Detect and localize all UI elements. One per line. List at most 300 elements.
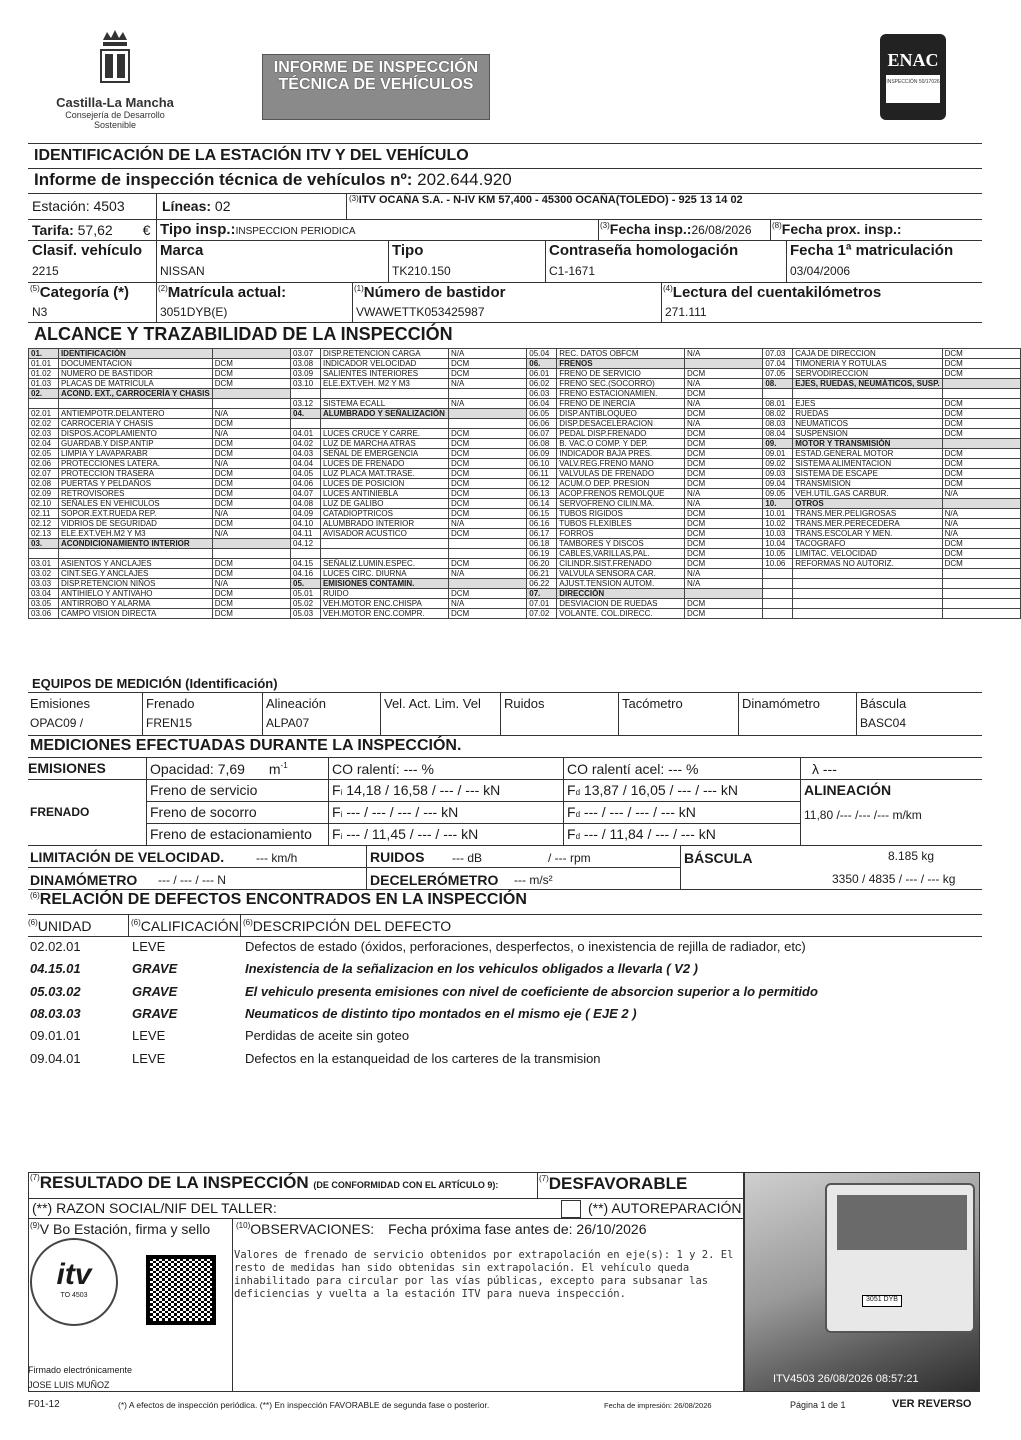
scope-cell-res: DCM [448, 439, 526, 449]
scope-cell-res: DCM [448, 489, 526, 499]
defect-unit: 05.03.02 [30, 983, 81, 999]
scope-cell-res: N/A [685, 399, 763, 409]
scope-row [29, 369, 1021, 379]
scope-cell-res: N/A [685, 379, 763, 389]
scope-cell-desc: TRANS.MER.PELIGROSAS [793, 509, 942, 519]
report-number-row [34, 170, 512, 190]
scope-cell-res: N/A [212, 409, 290, 419]
categoria-value: N3 [32, 305, 48, 319]
scope-cell-code: 03.06 [29, 609, 59, 619]
report-label: Informe de inspección técnica de vehículos nº: [34, 170, 413, 189]
scope-cell-res [448, 539, 526, 549]
scope-cell-desc: FRENOS [557, 359, 685, 369]
form-code: F01-12 [28, 1399, 60, 1410]
scope-cell-code: 01. [29, 349, 59, 359]
scope-cell-res: DCM [212, 359, 290, 369]
scope-cell-code: 04.03 [291, 449, 321, 459]
scope-cell-res: DCM [685, 479, 763, 489]
scope-row [29, 529, 1021, 539]
scope-cell-res: DCM [212, 599, 290, 609]
scope-cell-res [212, 389, 290, 399]
stamp-number: TO 4503 [60, 1292, 88, 1299]
scope-cell-desc: EJES, RUEDAS, NEUMÁTICOS, SUSP. [793, 379, 942, 389]
scope-cell-code: 06.06 [527, 419, 557, 429]
equipment-value: OPAC09 / [30, 716, 84, 730]
scope-cell-code: 01.02 [29, 369, 59, 379]
scope-cell-code: 07.03 [763, 349, 793, 359]
scope-cell-res: DCM [448, 479, 526, 489]
scope-cell-code: 03.10 [291, 379, 321, 389]
bascula-total: 8.185 kg [888, 849, 935, 863]
scope-cell-desc: AJUST.TENSION AUTOM. [557, 579, 685, 589]
tipo-insp-field: Tipo insp.:INSPECCION PERIODICA [160, 221, 356, 238]
vbo-label: $^{(9)}$V Bo Estación, firma y sello [30, 1221, 211, 1237]
scope-title: ALCANCE Y TRAZABILIDAD DE LA INSPECCIÓN [34, 324, 453, 344]
scope-cell-desc [320, 549, 448, 559]
result-value: $^{(7)}$DESFAVORABLE [539, 1174, 688, 1193]
scope-cell-res: DCM [212, 519, 290, 529]
scope-row [29, 549, 1021, 559]
scope-cell-desc: LUCES CRUCE Y CARRE. [320, 429, 448, 439]
scope-cell-code: 10. [763, 499, 793, 509]
scope-cell-desc: SALIENTES INTERIORES [320, 369, 448, 379]
scope-cell-res [942, 389, 1020, 399]
scope-cell-desc: VEH.UTIL.GAS CARBUR. [793, 489, 942, 499]
defect-grade: LEVE [132, 1050, 166, 1066]
scope-cell-res: DCM [685, 469, 763, 479]
scope-cell-code: 02.10 [29, 499, 59, 509]
fd-estac: Fd --- / 11,84 / --- / --- kN [567, 826, 716, 842]
scope-cell-desc: ALUMBRADO INTERIOR [320, 519, 448, 529]
scope-cell-code: 04.06 [291, 479, 321, 489]
bastidor-label: $^{(1)}$Número de bastidor [354, 284, 506, 301]
scope-cell-res: DCM [685, 609, 763, 619]
scope-cell-desc: LUCES DE FRENADO [320, 459, 448, 469]
emisiones-label: EMISIONES [28, 760, 106, 776]
scope-cell-code: 10.05 [763, 549, 793, 559]
scope-row [29, 419, 1021, 429]
fi-estac: Fi --- / 11,45 / --- / --- kN [332, 826, 479, 842]
scope-cell-code: 01.01 [29, 359, 59, 369]
scope-cell-code: 02.05 [29, 449, 59, 459]
scope-cell-desc [793, 579, 942, 589]
defect-desc: Perdidas de aceite sin goteo [245, 1028, 410, 1044]
scope-cell-code: 04.04 [291, 459, 321, 469]
scope-cell-res: N/A [212, 579, 290, 589]
scope-cell-desc: GUARDAB.Y DISP.ANTIP [58, 439, 212, 449]
razon-social-label: (**) RAZON SOCIAL/NIF DEL TALLER: [32, 1200, 277, 1216]
scope-cell-res: DCM [685, 509, 763, 519]
scope-cell-code: 06.13 [527, 489, 557, 499]
frenado-label: FRENADO [30, 805, 90, 819]
scope-cell-code [29, 549, 59, 559]
scope-cell-desc: SISTEMA ECALL [320, 399, 448, 409]
scope-cell-code: 09.03 [763, 469, 793, 479]
firmado-label: Firmado electrónicamente [28, 1365, 133, 1375]
scope-cell-code [291, 419, 321, 429]
scope-cell-desc: AVISADOR ACUSTICO [320, 529, 448, 539]
scope-cell-desc: SERVOFRENO CILIN.MA. [557, 499, 685, 509]
scope-cell-code: 04.07 [291, 489, 321, 499]
scope-cell-code: 07.05 [763, 369, 793, 379]
km-label: $^{(4)}$Lectura del cuentakilómetros [663, 284, 882, 301]
scope-cell-code: 03.04 [29, 589, 59, 599]
scope-cell-desc: VALV.REG.FRENO MANO [557, 459, 685, 469]
scope-cell-res: DCM [448, 529, 526, 539]
scope-cell-res: N/A [212, 429, 290, 439]
limitacion-label: LIMITACIÓN DE VELOCIDAD. [30, 849, 225, 865]
enac-logo [880, 34, 946, 120]
scope-cell-code: 04.09 [291, 509, 321, 519]
scope-cell-res: DCM [685, 369, 763, 379]
scope-cell-code: 08.02 [763, 409, 793, 419]
scope-cell-code [763, 609, 793, 619]
scope-cell-desc [58, 399, 212, 409]
station-stamp [30, 1238, 118, 1326]
scope-cell-code: 06.01 [527, 369, 557, 379]
observaciones-text: Valores de frenado de servicio obtenidos por extrapolación en eje(s): 1 y 2. El resto de medidas han sido obtenidas sin extrapolación. El vehículo queda inhabilitado para circular por las vías públicas, excepto para subsanar las deficiencias y vuelta a la estación ITV para nueva inspección. [234, 1249, 734, 1300]
scope-cell-desc: VEH.MOTOR ENC.CHISPA [320, 599, 448, 609]
col-descripcion: $^{(6)}$DESCRIPCIÓN DEL DEFECTO [243, 918, 452, 934]
scope-cell-code [291, 549, 321, 559]
scope-cell-res: DCM [685, 389, 763, 399]
scope-cell-code: 02.03 [29, 429, 59, 439]
scope-row [29, 559, 1021, 569]
clasif-value: 2215 [32, 264, 59, 278]
scope-cell-desc: PLACAS DE MATRICULA [58, 379, 212, 389]
scope-cell-code: 10.03 [763, 529, 793, 539]
scope-cell-code: 04.05 [291, 469, 321, 479]
scope-cell-res: N/A [448, 399, 526, 409]
scope-cell-desc: VALVULA SENSORA CAR. [557, 569, 685, 579]
scope-cell-code: 08.01 [763, 399, 793, 409]
scope-cell-res: DCM [212, 569, 290, 579]
scope-cell-res: DCM [942, 349, 1020, 359]
lambda-value: λ --- [812, 761, 837, 777]
scope-cell-desc: TACOGRAFO [793, 539, 942, 549]
defect-desc: El vehiculo presenta emisiones con nivel de coeficiente de absorcion superior a lo permitido [245, 983, 818, 999]
scope-cell-code: 10.06 [763, 559, 793, 569]
scope-cell-desc: SISTEMA ALIMENTACION [793, 459, 942, 469]
fecha-matric-label: Fecha 1ª matriculación [790, 242, 954, 259]
scope-cell-desc: EJES [793, 399, 942, 409]
scope-cell-code: 06.11 [527, 469, 557, 479]
scope-cell-desc: ACOP.FRENOS REMOLQUE [557, 489, 685, 499]
matricula-value: 3051DYB(E) [160, 305, 228, 319]
equipment-label: Tacómetro [622, 696, 683, 711]
defect-grade: LEVE [132, 1028, 166, 1044]
scope-cell-code: 03.05 [29, 599, 59, 609]
scope-cell-code: 09.04 [763, 479, 793, 489]
scope-cell-res: DCM [685, 409, 763, 419]
scope-cell-res: DCM [942, 409, 1020, 419]
scope-cell-code: 06.15 [527, 509, 557, 519]
scope-row [29, 589, 1021, 599]
scope-cell-desc: LUCES CIRC. DIURNA [320, 569, 448, 579]
defect-unit: 09.01.01 [30, 1028, 81, 1044]
scope-row [29, 519, 1021, 529]
scope-cell-code: 09. [763, 439, 793, 449]
defect-grade: GRAVE [132, 1005, 178, 1021]
equipment-label: Emisiones [30, 696, 90, 711]
scope-row [29, 469, 1021, 479]
scope-cell-res: DCM [685, 449, 763, 459]
fecha-insp-field: $^{(3)}$Fecha insp.:26/08/2026 [600, 221, 752, 237]
scope-cell-desc: LIMPIA Y LAVAPARABR [58, 449, 212, 459]
scope-cell-res: N/A [685, 569, 763, 579]
scope-cell-code: 04. [291, 409, 321, 419]
scope-cell-desc: DISPOS.ACOPLAMIENTO [58, 429, 212, 439]
scope-cell-res: DCM [685, 439, 763, 449]
km-value: 271.111 [665, 305, 707, 319]
scope-cell-desc: CARROCERIA Y CHASIS [58, 419, 212, 429]
scope-cell-code: 03.12 [291, 399, 321, 409]
scope-cell-code: 02.01 [29, 409, 59, 419]
scope-cell-desc [793, 589, 942, 599]
scope-cell-code: 02.08 [29, 479, 59, 489]
scope-cell-desc: ACUM.O DEP. PRESION [557, 479, 685, 489]
scope-cell-res: DCM [685, 459, 763, 469]
scope-cell-res [942, 499, 1020, 509]
scope-cell-res: N/A [212, 509, 290, 519]
scope-row [29, 499, 1021, 509]
bastidor-value: VWAWETTK053425987 [356, 305, 485, 319]
alineacion-value: 11,80 /--- /--- /--- m/km [804, 808, 922, 822]
scope-cell-res: DCM [685, 519, 763, 529]
scope-row [29, 459, 1021, 469]
contrasena-value: C1-1671 [549, 264, 596, 278]
scope-cell-desc: ELE.EXT.VEH. M2 Y M3 [320, 379, 448, 389]
scope-row [29, 399, 1021, 409]
scope-cell-res: DCM [448, 509, 526, 519]
banner-line-2: TÉCNICA DE VEHÍCULOS [278, 76, 474, 93]
scope-cell-desc: SOPOR.EXT.RUEDA REP. [58, 509, 212, 519]
scope-cell-desc: VEH.MOTOR ENC.COMPR. [320, 609, 448, 619]
scope-cell-code: 03.09 [291, 369, 321, 379]
scope-cell-res: N/A [685, 579, 763, 589]
scope-cell-code [763, 569, 793, 579]
scope-cell-res [212, 399, 290, 409]
scope-cell-code: 02.11 [29, 509, 59, 519]
scope-cell-desc: ACOND. EXT., CARROCERÍA Y CHASIS [58, 389, 212, 399]
footer-note: (*) A efectos de inspección periódica. (**) En inspección FAVORABLE de segunda fase o posterior. [118, 1400, 490, 1410]
region-logo [50, 30, 180, 130]
tipo-value: TK210.150 [392, 264, 451, 278]
scope-cell-desc: NEUMATICOS [793, 419, 942, 429]
scope-cell-desc: DISP.RETENCION NIÑOS [58, 579, 212, 589]
scope-cell-code: 03.08 [291, 359, 321, 369]
scope-cell-res: DCM [685, 429, 763, 439]
scope-cell-desc: CILINDR.SIST.FRENADO [557, 559, 685, 569]
equipment-label: Alineación [266, 696, 326, 711]
scope-cell-code: 02. [29, 389, 59, 399]
stamp-itv: itv [56, 1258, 92, 1291]
scope-cell-res [942, 589, 1020, 599]
scope-cell-code [291, 389, 321, 399]
ver-reverso-link[interactable]: VER REVERSO [892, 1398, 972, 1410]
scope-cell-desc: MOTOR Y TRANSMISIÓN [793, 439, 942, 449]
scope-cell-desc: TAMBORES Y DISCOS [557, 539, 685, 549]
scope-cell-res [448, 419, 526, 429]
equipment-value: BASC04 [860, 716, 907, 730]
scope-cell-desc: DISP.ANTIBLOQUEO [557, 409, 685, 419]
scope-cell-code: 02.02 [29, 419, 59, 429]
defect-desc: Defectos en la estanqueidad de los carteres de la transmision [245, 1050, 601, 1066]
report-banner [262, 54, 490, 120]
scope-cell-code [763, 579, 793, 589]
scope-cell-code: 09.05 [763, 489, 793, 499]
scope-cell-res: N/A [685, 419, 763, 429]
scope-cell-res: DCM [685, 559, 763, 569]
scope-cell-desc: SEÑAL DE EMERGENCIA [320, 449, 448, 459]
scope-cell-res: DCM [942, 559, 1020, 569]
defect-grade: GRAVE [132, 983, 178, 999]
castle-crown-icon [95, 30, 135, 86]
scope-cell-code: 06.07 [527, 429, 557, 439]
scope-cell-code: 07.02 [527, 609, 557, 619]
scope-row [29, 489, 1021, 499]
scope-cell-code: 03. [29, 539, 59, 549]
region-dept: Consejería de Desarrollo Sostenible [65, 110, 165, 130]
scope-cell-code: 06.08 [527, 439, 557, 449]
scope-cell-res: N/A [448, 519, 526, 529]
scope-cell-desc [793, 389, 942, 399]
qr-code-icon [146, 1255, 216, 1325]
scope-cell-desc: IDENTIFICACIÓN [58, 349, 212, 359]
scope-cell-code: 05.02 [291, 599, 321, 609]
scope-cell-res: DCM [448, 359, 526, 369]
scope-cell-desc: PEDAL DISP.FRENADO [557, 429, 685, 439]
scope-cell-desc: DIRECCIÓN [557, 589, 685, 599]
scope-cell-res: DCM [448, 469, 526, 479]
scope-cell-res: DCM [942, 459, 1020, 469]
scope-cell-code: 06.14 [527, 499, 557, 509]
scope-cell-desc: VIDRIOS DE SEGURIDAD [58, 519, 212, 529]
scope-cell-code: 09.01 [763, 449, 793, 459]
defect-desc: Neumaticos de distinto tipo montados en el mismo eje ( EJE 2 ) [245, 1005, 637, 1021]
scope-cell-code: 06.18 [527, 539, 557, 549]
station-field: Estación: 4503 [32, 198, 125, 214]
scope-cell-res: DCM [212, 589, 290, 599]
defect-unit: 04.15.01 [30, 961, 81, 977]
fi-servicio: Fi 14,18 / 16,58 / --- / --- kN [332, 782, 501, 798]
scope-cell-desc: ALUMBRADO Y SEÑALIZACIÓN [320, 409, 448, 419]
scope-row [29, 539, 1021, 549]
scope-cell-code: 06.16 [527, 519, 557, 529]
report-number: 202.644.920 [417, 170, 512, 189]
scope-cell-res: N/A [685, 489, 763, 499]
scope-row [29, 579, 1021, 589]
equipment-label: Dinamómetro [742, 696, 821, 711]
scope-cell-code: 07.04 [763, 359, 793, 369]
result-title: $^{(7)}$RESULTADO DE LA INSPECCIÓN (DE CONFORMIDAD CON EL ARTÍCULO 9): [30, 1173, 499, 1192]
enac-small: INSPECCIÓN 50/17026 [886, 75, 940, 103]
scope-cell-code: 02.04 [29, 439, 59, 449]
photo-plate: 3051 DYB [862, 1295, 902, 1307]
scope-cell-code: 03.01 [29, 559, 59, 569]
autoreparacion-checkbox[interactable] [561, 1200, 581, 1218]
dinamometro-label: DINAMÓMETRO [30, 872, 138, 888]
scope-cell-code: 02.06 [29, 459, 59, 469]
scope-cell-desc: INDICADOR BAJA PRES. [557, 449, 685, 459]
equipment-label: Báscula [860, 696, 907, 711]
scope-cell-code: 02.13 [29, 529, 59, 539]
scope-cell-desc: ANTIEMPOTR.DELANTERO [58, 409, 212, 419]
scope-cell-code: 07.01 [527, 599, 557, 609]
scope-cell-desc: PUERTAS Y PELDAÑOS [58, 479, 212, 489]
scope-cell-desc: DESVIACION DE RUEDAS [557, 599, 685, 609]
opacidad-field: Opacidad: 7,69 $m^{-1}$ [150, 761, 288, 777]
scope-cell-res: DCM [448, 499, 526, 509]
scope-cell-code: 06.20 [527, 559, 557, 569]
marca-value: NISSAN [160, 264, 205, 278]
scope-cell-desc: FORROS [557, 529, 685, 539]
scope-cell-desc: LUZ PLACA MAT.TRASE. [320, 469, 448, 479]
scope-row [29, 599, 1021, 609]
scope-cell-res [448, 409, 526, 419]
ruidos-label: RUIDOS [370, 849, 425, 865]
equipment-label: Ruidos [504, 696, 545, 711]
scope-cell-desc: FRENO DE SERVICIO [557, 369, 685, 379]
scope-cell-res [942, 609, 1020, 619]
scope-cell-code: 06.05 [527, 409, 557, 419]
scope-cell-desc [793, 599, 942, 609]
scope-cell-res: N/A [685, 349, 763, 359]
scope-cell-desc: DISP.DESACELERACION [557, 419, 685, 429]
scope-cell-res: DCM [212, 449, 290, 459]
scope-cell-desc: TUBOS RIGIDOS [557, 509, 685, 519]
scope-cell-code: 02.12 [29, 519, 59, 529]
scope-cell-code: 08.03 [763, 419, 793, 429]
print-date: Fecha de impresión: 26/08/2026 [604, 1401, 712, 1410]
scope-cell-desc: REFORMAS NO AUTORIZ. [793, 559, 942, 569]
scope-cell-res: DCM [212, 499, 290, 509]
scope-cell-res: DCM [448, 459, 526, 469]
tipo-label: Tipo [392, 242, 424, 259]
col-unidad: $^{(6)}$UNIDAD [28, 918, 92, 934]
scope-row [29, 569, 1021, 579]
scope-cell-desc: ANTIRROBO Y ALARMA [58, 599, 212, 609]
scope-cell-desc: TIMONERIA Y ROTULAS [793, 359, 942, 369]
scope-row [29, 379, 1021, 389]
co-ralenti: CO ralentí: --- % [332, 761, 434, 777]
scope-cell-res: DCM [942, 359, 1020, 369]
fecha-prox-field: $^{(8)}$Fecha prox. insp.: [772, 221, 902, 237]
scope-cell-desc: B. VAC.O COMP. Y DEP. [557, 439, 685, 449]
scope-cell-desc: TRANSMISION [793, 479, 942, 489]
scope-cell-code: 06.19 [527, 549, 557, 559]
scope-row [29, 389, 1021, 399]
scope-cell-code: 09.02 [763, 459, 793, 469]
station-address: $^{(3)}$ITV OCAÑA S.A. - N-IV KM 57,400 - 45300 OCAÑA(TOLEDO) - 925 13 14 02 [349, 194, 743, 206]
scope-cell-desc: FRENO DE INERCIA [557, 399, 685, 409]
scope-cell-res: DCM [942, 469, 1020, 479]
scope-row [29, 349, 1021, 359]
scope-cell-desc: DISP.RETENCION CARGA [320, 349, 448, 359]
scope-cell-code: 10.01 [763, 509, 793, 519]
scope-cell-res: DCM [212, 419, 290, 429]
scope-cell-desc: CATADIOPTRICOS [320, 509, 448, 519]
banner-line-1: INFORME DE INSPECCIÓN [273, 59, 479, 76]
scope-cell-res: N/A [212, 529, 290, 539]
scope-cell-desc: NUMERO DE BASTIDOR [58, 369, 212, 379]
defect-unit: 09.04.01 [30, 1050, 81, 1066]
scope-cell-res [212, 549, 290, 559]
scope-cell-code: 02.09 [29, 489, 59, 499]
page-number: Página 1 de 1 [790, 1400, 846, 1410]
scope-cell-res: N/A [942, 489, 1020, 499]
scope-cell-desc: TRANS.MER.PERECEDERA [793, 519, 942, 529]
